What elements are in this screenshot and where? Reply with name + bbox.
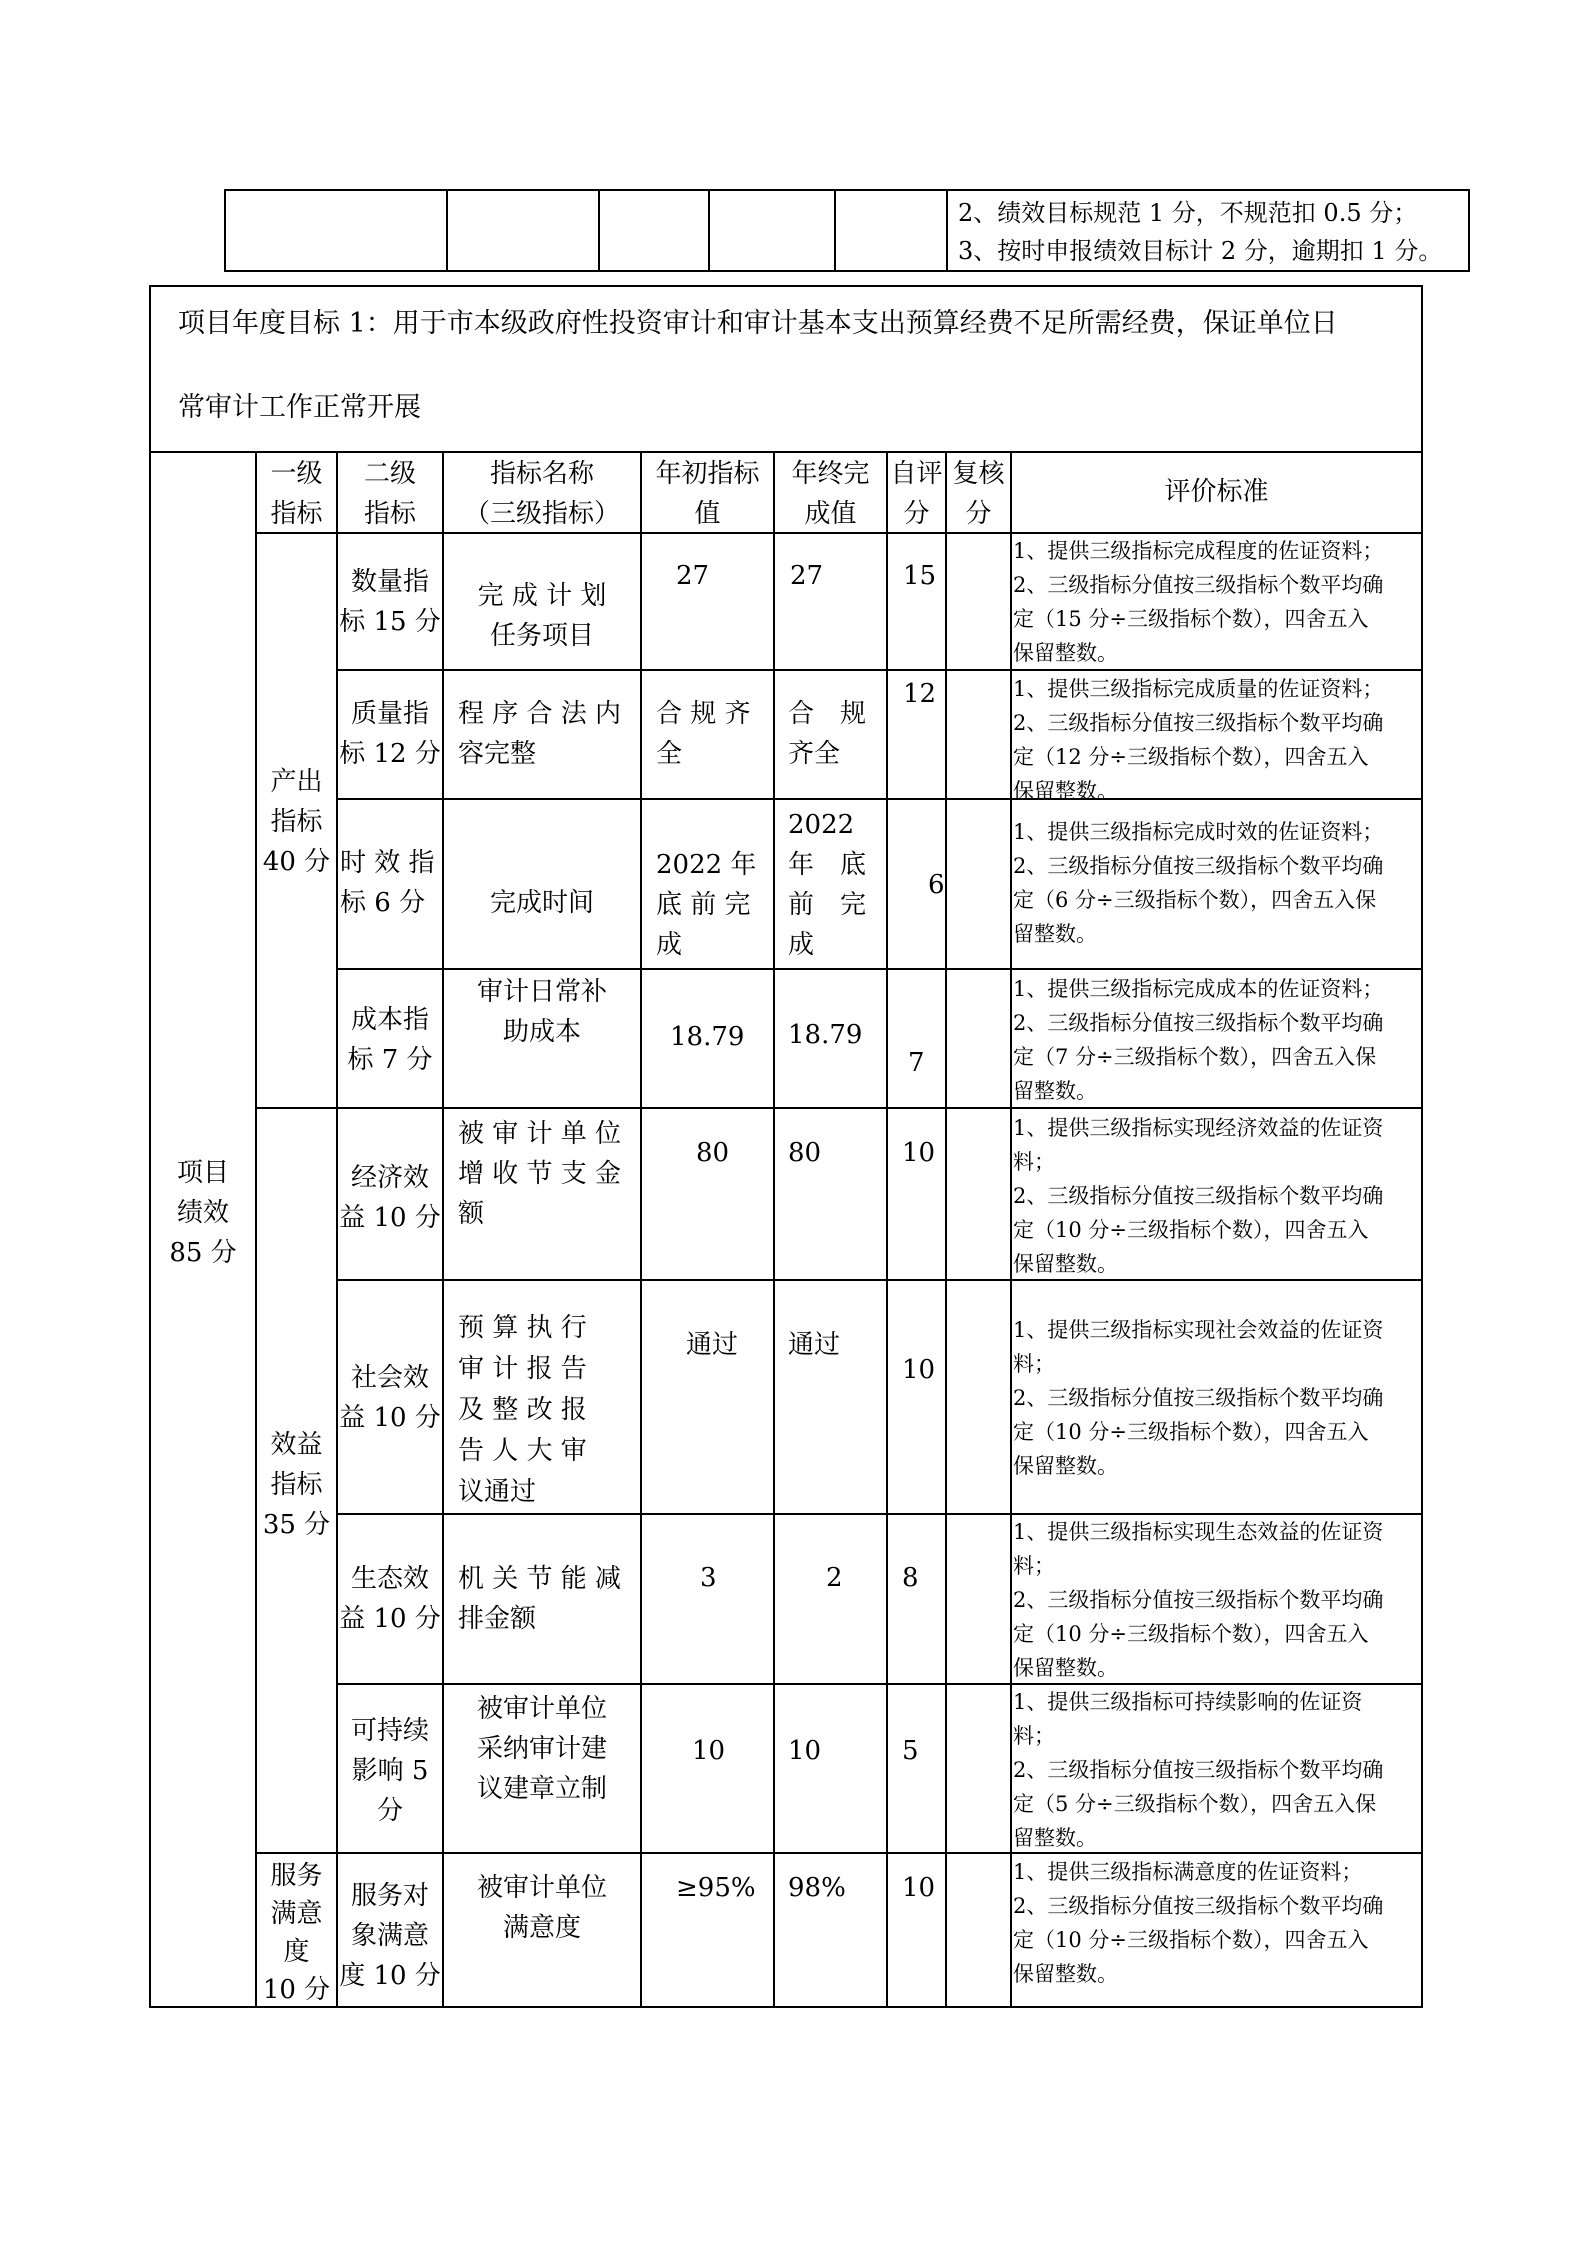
row-final-value: 2022 年 底 前 完 成	[788, 810, 867, 960]
row-self-score: 8	[902, 1563, 919, 1593]
row-final-value: 98%	[788, 1873, 846, 1903]
row-criteria: 1、提供三级指标可持续影响的佐证资 料； 2、三级指标分值按三级指标个数平均确 定（5 分÷三级指标个数），四舍五入保 留整数。	[1013, 1690, 1384, 1850]
row-self-score: 15	[903, 561, 937, 591]
goal-line-1: 项目年度目标 1：用于市本级政府性投资审计和审计基本支出预算经费不足所需经费，保证单位日	[178, 308, 1338, 339]
group-satisfaction-label: 服务 满意 度 10 分	[262, 1861, 331, 2005]
group-benefit-label: 效益 指标 35 分	[262, 1430, 331, 1540]
row-level2: 可持续 影响 5 分	[350, 1716, 429, 1826]
header-self-score: 自评 分	[890, 459, 943, 529]
header-initial-value: 年初指标 值	[655, 459, 760, 529]
row-indicator-name: 被审计单位 满意度	[476, 1873, 607, 1943]
row-indicator-name: 被 审 计 单 位 增 收 节 支 金 额	[458, 1119, 622, 1229]
row-indicator-name: 预 算 执 行 审 计 报 告 及 整 改 报 告 人 大 审 议通过	[458, 1313, 587, 1507]
row-initial-value: 合 规 齐 全	[656, 699, 751, 769]
row-initial-value: 通过	[686, 1330, 739, 1360]
row-criteria: 1、提供三级指标实现经济效益的佐证资 料； 2、三级指标分值按三级指标个数平均确 定（10 分÷三级指标个数），四舍五入 保留整数。	[1013, 1116, 1384, 1276]
row-level2: 时 效 指 标 6 分	[340, 848, 435, 918]
row-final-value: 18.79	[788, 1020, 863, 1050]
row-criteria: 1、提供三级指标完成质量的佐证资料； 2、三级指标分值按三级指标个数平均确 定（12 分÷三级指标个数），四舍五入 保留整数。	[1013, 677, 1384, 803]
top-criteria-line-2: 2、绩效目标规范 1 分，不规范扣 0.5 分；	[958, 199, 1418, 227]
row-criteria: 1、提供三级指标完成成本的佐证资料； 2、三级指标分值按三级指标个数平均确 定（7 分÷三级指标个数），四舍五入保 留整数。	[1013, 977, 1384, 1103]
top-criteria-line-3: 3、按时申报绩效目标计 2 分，逾期扣 1 分。	[958, 237, 1443, 265]
row-criteria: 1、提供三级指标完成时效的佐证资料； 2、三级指标分值按三级指标个数平均确 定（6 分÷三级指标个数），四舍五入保 留整数。	[1013, 820, 1384, 946]
row-level2: 数量指 标 15 分	[339, 567, 441, 637]
row-indicator-name: 机 关 节 能 减 排金额	[458, 1564, 622, 1634]
row-indicator-name: 审计日常补 助成本	[476, 977, 607, 1047]
row-final-value: 10	[788, 1736, 822, 1766]
goal-line-2: 常审计工作正常开展	[178, 392, 421, 423]
row-final-value: 27	[790, 561, 824, 591]
row-self-score: 10	[902, 1873, 936, 1903]
row-self-score: 12	[903, 679, 937, 709]
row-initial-value: 10	[692, 1736, 726, 1766]
row-criteria: 1、提供三级指标完成程度的佐证资料； 2、三级指标分值按三级指标个数平均确 定（15 分÷三级指标个数），四舍五入 保留整数。	[1013, 539, 1384, 665]
row-initial-value: 80	[696, 1138, 730, 1168]
header-indicator-name: 指标名称 （三级指标）	[463, 459, 620, 529]
row-final-value: 通过	[788, 1330, 841, 1360]
row-initial-value: 27	[676, 561, 710, 591]
row-initial-value: 3	[700, 1563, 717, 1593]
row-initial-value: 18.79	[670, 1022, 745, 1052]
header-level2: 二级 指标	[363, 459, 416, 529]
row-indicator-name: 程 序 合 法 内 容完整	[458, 699, 622, 769]
header-final-value: 年终完 成值	[791, 459, 870, 529]
row-level2: 服务对 象满意 度 10 分	[339, 1881, 441, 1991]
row-initial-value: ≥95%	[676, 1873, 756, 1903]
group-output-label: 产出 指标 40 分	[262, 767, 331, 877]
row-self-score: 10	[902, 1138, 936, 1168]
row-indicator-name: 完 成 计 划 任务项目	[477, 581, 607, 651]
row-criteria: 1、提供三级指标实现生态效益的佐证资 料； 2、三级指标分值按三级指标个数平均确 定（10 分÷三级指标个数），四舍五入 保留整数。	[1013, 1520, 1384, 1680]
row-self-score: 7	[908, 1048, 925, 1078]
row-indicator-name: 完成时间	[489, 888, 594, 918]
row-self-score: 5	[902, 1736, 919, 1766]
row-level2: 社会效 益 10 分	[339, 1363, 441, 1433]
row-criteria: 1、提供三级指标实现社会效益的佐证资 料； 2、三级指标分值按三级指标个数平均确 定（10 分÷三级指标个数），四舍五入 保留整数。	[1013, 1318, 1384, 1478]
project-performance-label: 项目 绩效 85 分	[169, 1158, 237, 1268]
row-self-score: 6	[928, 870, 945, 900]
row-self-score: 10	[902, 1355, 936, 1385]
row-level2: 经济效 益 10 分	[339, 1163, 441, 1233]
row-final-value: 80	[788, 1138, 822, 1168]
header-review-score: 复核 分	[952, 459, 1005, 529]
row-level2: 质量指 标 12 分	[339, 699, 441, 769]
row-final-value: 2	[826, 1563, 843, 1593]
header-level1: 一级 指标	[270, 459, 323, 529]
row-level2: 生态效 益 10 分	[339, 1564, 441, 1634]
row-final-value: 合 规 齐全	[788, 699, 867, 769]
row-initial-value: 2022 年 底 前 完 成	[656, 850, 757, 960]
row-indicator-name: 被审计单位 采纳审计建 议建章立制	[476, 1694, 607, 1804]
header-criteria: 评价标准	[1164, 477, 1269, 507]
row-criteria: 1、提供三级指标满意度的佐证资料； 2、三级指标分值按三级指标个数平均确 定（10 分÷三级指标个数），四舍五入 保留整数。	[1013, 1860, 1384, 1986]
row-level2: 成本指 标 7 分	[347, 1005, 433, 1075]
